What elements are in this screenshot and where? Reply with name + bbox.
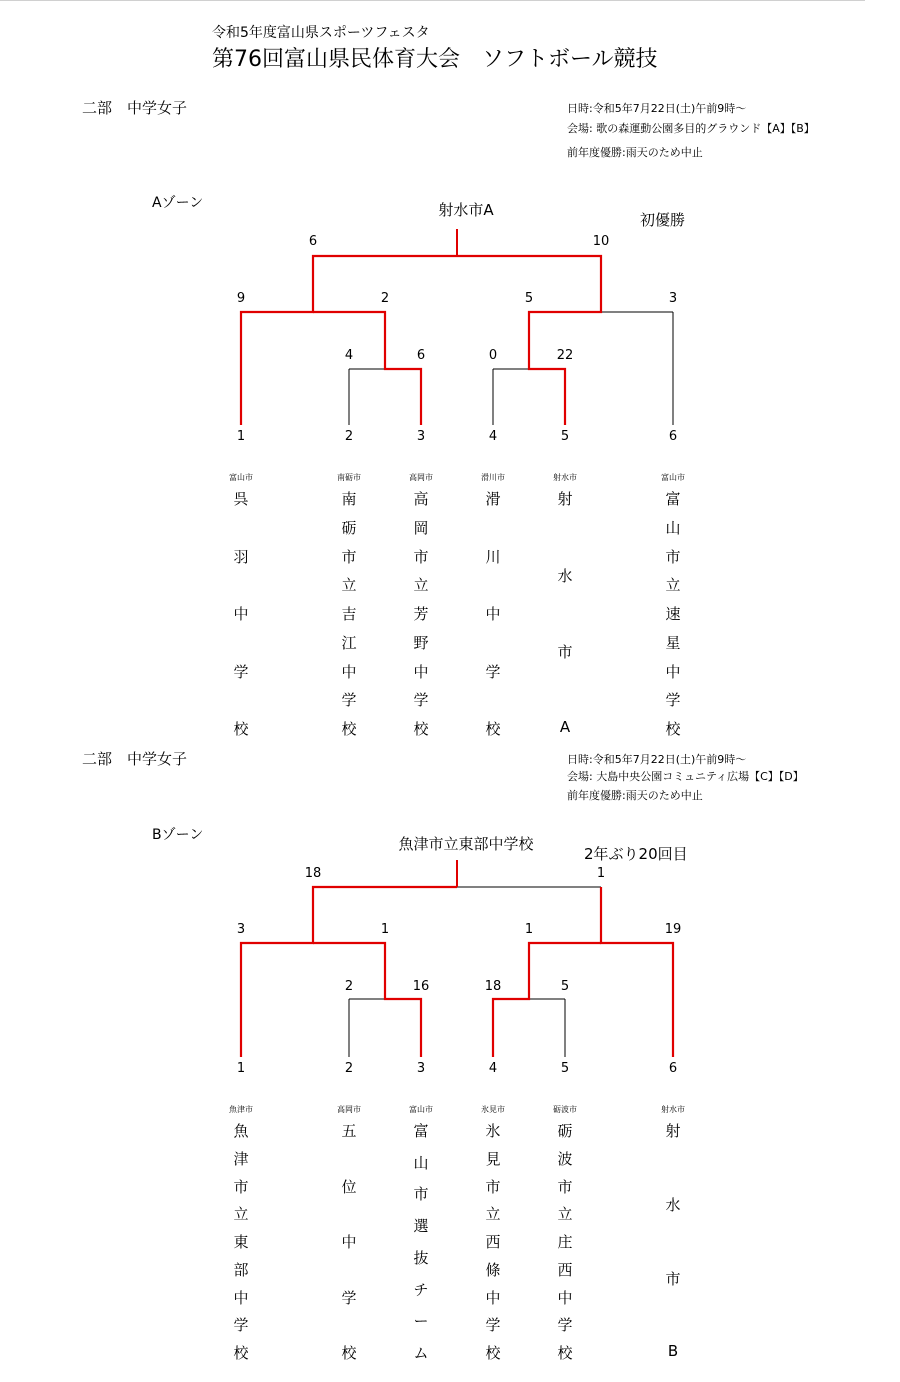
team-name-char: 校 bbox=[557, 1344, 573, 1362]
team-name-char: 部 bbox=[233, 1260, 249, 1279]
team-name-char: 学 bbox=[665, 691, 681, 710]
score-semi-4: 19 bbox=[664, 922, 682, 937]
winner-note: 2年ぶり20回目 bbox=[584, 845, 688, 863]
team-name-char: 見 bbox=[485, 1149, 501, 1168]
event-subtitle: 令和5年度富山県スポーツフェスタ bbox=[212, 25, 430, 41]
team-city: 滑川市 bbox=[481, 473, 505, 482]
team-name-char: 水 bbox=[557, 566, 573, 585]
bracket-win-path-3 bbox=[601, 887, 673, 1057]
team-name-char: 立 bbox=[341, 576, 357, 595]
team-name-char: 氷 bbox=[485, 1122, 501, 1140]
team-name-char: 呉 bbox=[233, 490, 249, 508]
team-name-char: 滑 bbox=[485, 490, 501, 508]
team-city: 射水市 bbox=[661, 1105, 685, 1114]
team-name-char: 学 bbox=[557, 1316, 573, 1335]
team-name-char: 五 bbox=[341, 1122, 357, 1140]
team-name-char: チ bbox=[413, 1280, 429, 1299]
zone-label: Bゾーン bbox=[152, 827, 204, 843]
score-first-4: 22 bbox=[556, 348, 574, 363]
event-date: 日時:令和5年7月22日(土)午前9時～ bbox=[567, 753, 747, 766]
team-name-char: 星 bbox=[665, 633, 681, 652]
bracket-win-path-4 bbox=[493, 943, 601, 1057]
team-name-char: 野 bbox=[413, 633, 429, 652]
team-name-char: 市 bbox=[557, 643, 573, 662]
score-first-1: 4 bbox=[344, 348, 354, 363]
team-name-char: 富 bbox=[665, 490, 681, 508]
team-name-char: 立 bbox=[665, 576, 681, 595]
team-name-char: 南 bbox=[341, 490, 357, 508]
team-name-char: 速 bbox=[665, 605, 681, 623]
seed-number: 2 bbox=[344, 1061, 354, 1076]
previous-champion: 前年度優勝:雨天のため中止 bbox=[567, 146, 703, 159]
score-semi-1: 9 bbox=[236, 291, 246, 306]
team-name-char: 校 bbox=[413, 720, 429, 738]
previous-champion: 前年度優勝:雨天のため中止 bbox=[567, 789, 703, 802]
team-name-char: ム bbox=[413, 1344, 429, 1362]
winner-note: 初優勝 bbox=[640, 211, 686, 229]
team-city: 高岡市 bbox=[337, 1105, 361, 1114]
team-name-char: 校 bbox=[233, 1344, 249, 1362]
zone-winner: 魚津市立東部中学校 bbox=[398, 835, 534, 853]
score-semi-2: 1 bbox=[380, 922, 390, 937]
team-name-char: 砺 bbox=[341, 518, 357, 537]
team-name-char: 立 bbox=[557, 1205, 573, 1224]
team-name-char: 立 bbox=[233, 1205, 249, 1224]
team-name-char: 射 bbox=[665, 1122, 681, 1140]
team-name-char: 学 bbox=[233, 1316, 249, 1335]
score-first-4: 5 bbox=[560, 979, 570, 994]
event-date: 日時:令和5年7月22日(土)午前9時～ bbox=[567, 102, 747, 115]
team-name-char: 山 bbox=[413, 1153, 429, 1172]
team-city: 富山市 bbox=[661, 473, 685, 482]
team-name-char: 山 bbox=[665, 518, 681, 537]
team-name-char: 條 bbox=[485, 1260, 501, 1279]
page-title: 第76回富山県民体育大会 ソフトボール競技 bbox=[212, 47, 658, 72]
team-name-char: 抜 bbox=[413, 1248, 429, 1267]
score-first-2: 6 bbox=[416, 348, 426, 363]
score-final-right: 10 bbox=[592, 234, 610, 249]
team-name-char: 中 bbox=[485, 1288, 501, 1307]
team-name-char: A bbox=[559, 718, 571, 736]
team-name-char: 中 bbox=[665, 662, 681, 681]
seed-number: 3 bbox=[416, 1061, 426, 1076]
team-name-char: 中 bbox=[557, 1288, 573, 1307]
team-name-char: 市 bbox=[341, 547, 357, 566]
event-venue: 会場: 大島中央公園コミュニティ広場【C】【D】 bbox=[567, 770, 804, 783]
team-name-char: 岡 bbox=[413, 518, 429, 537]
score-semi-4: 3 bbox=[668, 291, 678, 306]
team-name-char: 市 bbox=[485, 1177, 501, 1196]
team-name-char: 学 bbox=[485, 662, 501, 681]
team-name-char: 学 bbox=[341, 691, 357, 710]
team-name-char: 校 bbox=[665, 720, 681, 738]
team-city: 富山市 bbox=[409, 1105, 433, 1114]
seed-number: 6 bbox=[668, 1061, 678, 1076]
team-name-char: 立 bbox=[413, 576, 429, 595]
team-name-char: 高 bbox=[413, 490, 429, 508]
team-name-char: 校 bbox=[485, 720, 501, 738]
team-name-char: 校 bbox=[341, 720, 357, 738]
team-name-char: 中 bbox=[233, 1288, 249, 1307]
team-name-char: 東 bbox=[233, 1233, 249, 1251]
division-label: 二部 中学女子 bbox=[82, 99, 188, 117]
team-name-char: 校 bbox=[485, 1344, 501, 1362]
team-name-char: 中 bbox=[233, 605, 249, 623]
team-name-char: B bbox=[667, 1342, 679, 1360]
team-city: 氷見市 bbox=[481, 1105, 505, 1114]
team-name-char: 砺 bbox=[557, 1122, 573, 1140]
score-semi-3: 5 bbox=[524, 291, 534, 306]
seed-number: 5 bbox=[560, 1061, 570, 1076]
team-name-char: 学 bbox=[485, 1316, 501, 1335]
score-semi-2: 2 bbox=[380, 291, 390, 306]
team-city: 高岡市 bbox=[409, 473, 433, 482]
team-name-char: 立 bbox=[485, 1205, 501, 1224]
team-city: 南砺市 bbox=[337, 473, 361, 482]
team-name-char: 市 bbox=[413, 547, 429, 566]
team-name-char: 射 bbox=[557, 490, 573, 508]
score-semi-3: 1 bbox=[524, 922, 534, 937]
team-name-char: 西 bbox=[557, 1260, 573, 1279]
team-name-char: 中 bbox=[341, 1233, 357, 1251]
team-name-char: 中 bbox=[485, 605, 501, 623]
seed-number: 2 bbox=[344, 429, 354, 444]
team-name-char: 吉 bbox=[341, 605, 357, 623]
team-name-char: 位 bbox=[341, 1177, 357, 1196]
team-name-char: 津 bbox=[233, 1149, 249, 1168]
team-name-char: 学 bbox=[413, 691, 429, 710]
bracket-win-path-2 bbox=[313, 943, 421, 1057]
event-venue: 会場: 歌の森運動公園多目的グラウンド【A】【B】 bbox=[567, 122, 815, 135]
team-city: 砺波市 bbox=[553, 1105, 577, 1114]
seed-number: 4 bbox=[488, 429, 498, 444]
score-final-left: 6 bbox=[308, 234, 318, 249]
zone-winner: 射水市A bbox=[438, 201, 494, 219]
seed-number: 1 bbox=[236, 429, 246, 444]
team-name-char: 西 bbox=[485, 1233, 501, 1251]
team-name-char: 市 bbox=[557, 1177, 573, 1196]
team-name-char: 魚 bbox=[233, 1122, 249, 1140]
score-semi-1: 3 bbox=[236, 922, 246, 937]
team-city: 富山市 bbox=[229, 473, 253, 482]
division-label: 二部 中学女子 bbox=[82, 750, 188, 768]
team-city: 射水市 bbox=[553, 473, 577, 482]
team-name-char: 芳 bbox=[413, 605, 429, 623]
zone-label: Aゾーン bbox=[152, 195, 204, 211]
seed-number: 1 bbox=[236, 1061, 246, 1076]
team-name-char: 学 bbox=[233, 662, 249, 681]
team-name-char: 中 bbox=[413, 662, 429, 681]
team-name-char: 校 bbox=[233, 720, 249, 738]
team-name-char: 羽 bbox=[233, 547, 249, 566]
team-name-char: 川 bbox=[485, 547, 501, 566]
team-city: 魚津市 bbox=[229, 1105, 253, 1114]
seed-number: 6 bbox=[668, 429, 678, 444]
score-first-2: 16 bbox=[412, 979, 430, 994]
score-final-right: 1 bbox=[596, 866, 606, 881]
team-name-char: 中 bbox=[341, 662, 357, 681]
team-name-char: ー bbox=[413, 1312, 429, 1331]
seed-number: 3 bbox=[416, 429, 426, 444]
team-name-char: 校 bbox=[341, 1344, 357, 1362]
team-name-char: 庄 bbox=[557, 1233, 573, 1251]
team-name-char: 選 bbox=[413, 1217, 429, 1236]
team-name-char: 市 bbox=[413, 1185, 429, 1204]
team-name-char: 市 bbox=[233, 1177, 249, 1196]
team-name-char: 波 bbox=[557, 1149, 573, 1168]
score-final-left: 18 bbox=[304, 866, 322, 881]
team-name-char: 学 bbox=[341, 1288, 357, 1307]
team-name-char: 水 bbox=[665, 1196, 681, 1214]
score-first-1: 2 bbox=[344, 979, 354, 994]
seed-number: 4 bbox=[488, 1061, 498, 1076]
score-first-3: 0 bbox=[488, 348, 498, 363]
team-name-char: 市 bbox=[665, 547, 681, 566]
score-first-3: 18 bbox=[484, 979, 502, 994]
team-name-char: 江 bbox=[341, 633, 357, 652]
seed-number: 5 bbox=[560, 429, 570, 444]
team-name-char: 市 bbox=[665, 1270, 681, 1288]
team-name-char: 富 bbox=[413, 1122, 429, 1140]
